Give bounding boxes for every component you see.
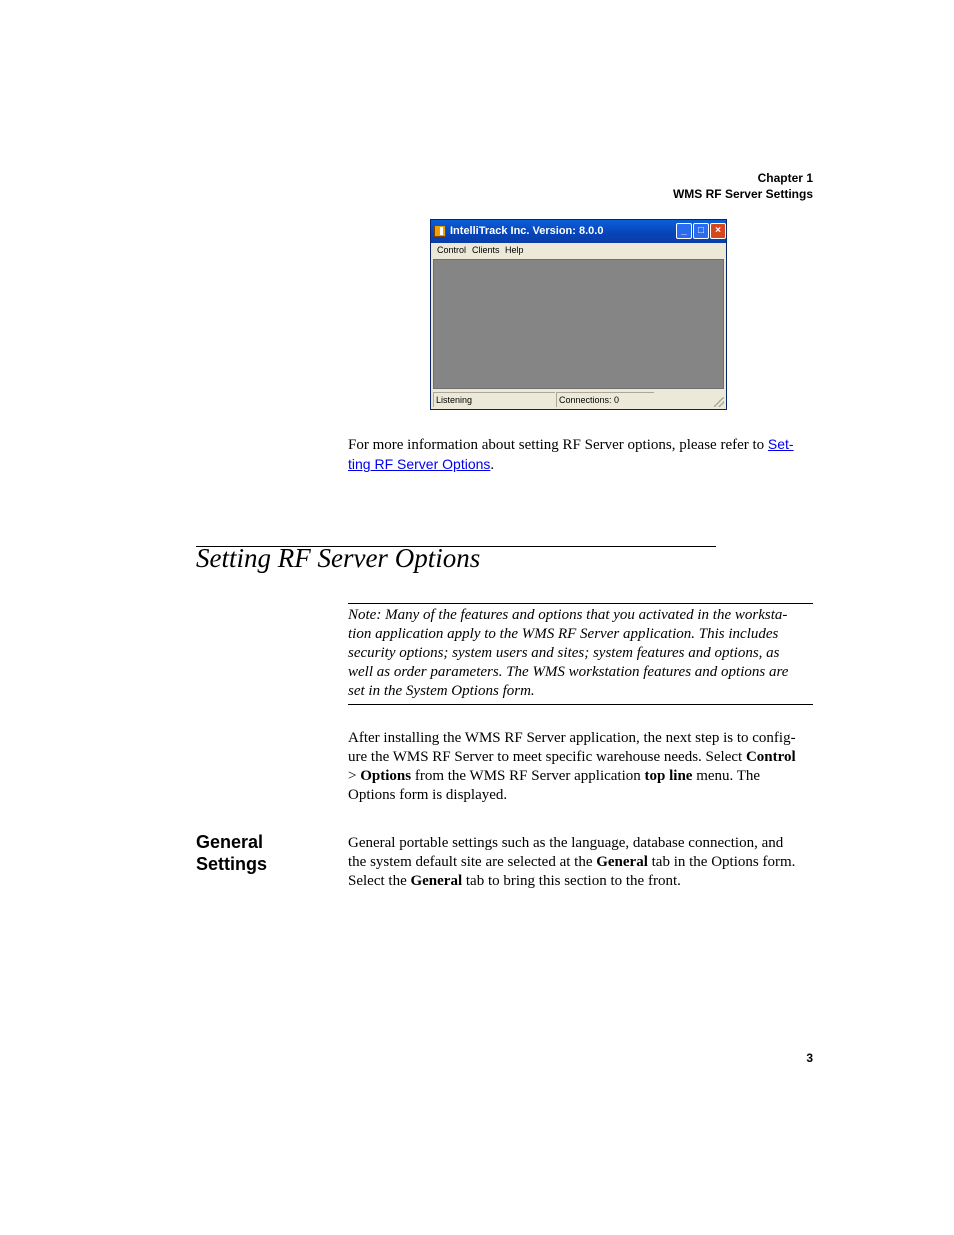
status-listening: Listening: [433, 392, 555, 407]
general-text: tab in the Options form.: [647, 854, 796, 870]
menu-clients[interactable]: Clients: [472, 245, 500, 255]
client-area: [433, 259, 724, 389]
after-install-paragraph: [348, 729, 818, 805]
page-number: 3: [806, 1051, 813, 1065]
menu-control[interactable]: Control: [437, 245, 467, 255]
menu-help[interactable]: Help: [505, 245, 524, 255]
general-term: General: [410, 873, 463, 889]
resize-grip-icon[interactable]: [714, 397, 724, 407]
set-rf-link-part2[interactable]: ting RF Server Options: [348, 456, 491, 472]
general-text: Select the: [348, 873, 411, 889]
general-line: General portable settings such as the language, database connection, and: [348, 835, 784, 851]
close-button[interactable]: ×: [710, 223, 726, 239]
window-titlebar: [431, 220, 726, 243]
general-text: the system default site are selected at the: [348, 854, 597, 870]
section-title: Setting RF Server Options: [196, 543, 481, 573]
intro-text: For more information about setting RF Server options, please refer to: [348, 437, 768, 453]
after-line: After installing the WMS RF Server application, the next step is to config-: [348, 730, 796, 746]
general-settings-heading: [196, 831, 267, 875]
note-line: set in the System Options form.: [348, 683, 535, 699]
status-bar: [431, 390, 726, 409]
after-text: menu. The: [692, 768, 761, 784]
app-icon: [434, 225, 446, 237]
general-term: General: [596, 854, 648, 870]
intro-paragraph: [348, 435, 818, 475]
app-window-screenshot: [430, 219, 727, 410]
intro-period: .: [490, 457, 495, 473]
heading-line: Settings: [196, 854, 268, 874]
note-block: [348, 606, 818, 701]
note-line: Note: Many of the features and options that you activated in the worksta-: [348, 607, 788, 623]
heading-line: General: [196, 832, 264, 852]
menu-bar: [431, 243, 726, 258]
after-text: from the WMS RF Server application: [411, 768, 645, 784]
after-text: ure the WMS RF Server to meet specific warehouse needs. Select: [348, 749, 746, 765]
window-title: IntelliTrack Inc. Version: 8.0.0: [450, 225, 604, 237]
after-text: >: [348, 768, 361, 784]
note-bottom-rule: [348, 704, 813, 705]
set-rf-link-part1[interactable]: Set-: [767, 436, 794, 452]
control-term: Control: [745, 749, 796, 765]
note-line: well as order parameters. The WMS workstation features and options are: [348, 664, 789, 680]
maximize-button[interactable]: □: [693, 223, 709, 239]
options-term: Options: [360, 768, 412, 784]
top-line-term: top line: [644, 768, 693, 784]
general-text: tab to bring this section to the front.: [462, 873, 681, 889]
status-connections: Connections: 0: [556, 392, 654, 407]
note-line: tion application apply to the WMS RF Server application. This includes: [348, 626, 779, 642]
section-label: WMS RF Server Settings: [672, 187, 813, 201]
general-paragraph: [348, 834, 818, 891]
note-top-rule: [348, 603, 813, 604]
chapter-label: Chapter 1: [757, 171, 813, 185]
note-line: security options; system users and sites; system features and options, as: [348, 645, 780, 661]
minimize-button[interactable]: _: [676, 223, 692, 239]
after-line: Options form is displayed.: [348, 787, 508, 803]
